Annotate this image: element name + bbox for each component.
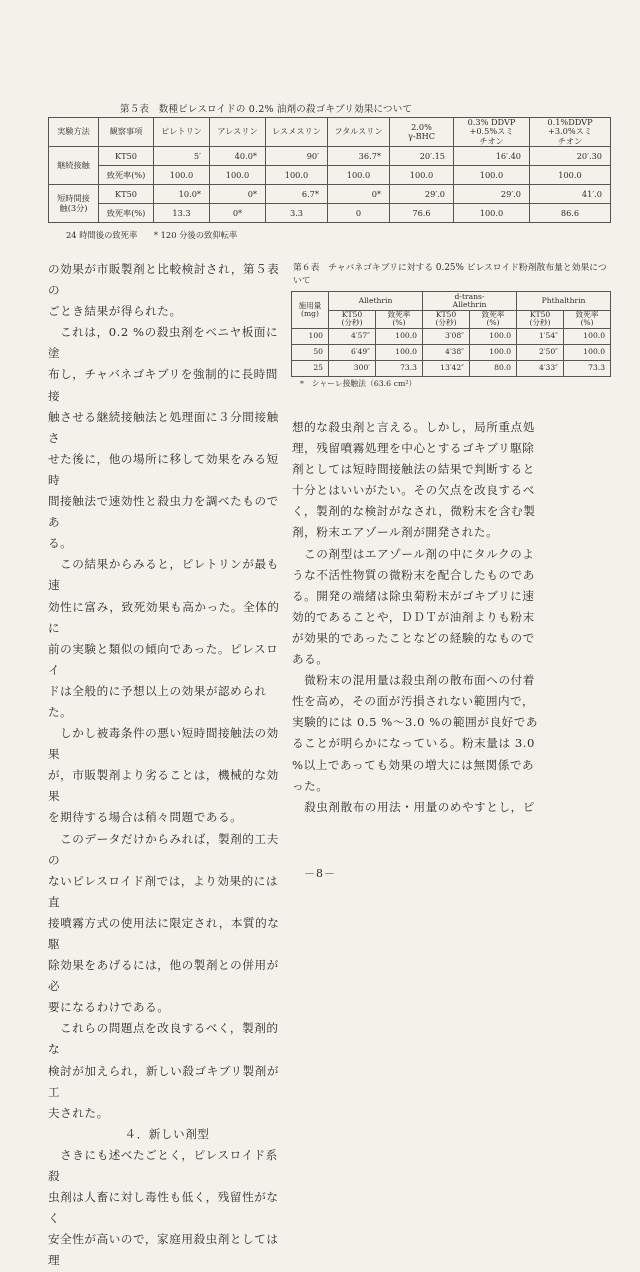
table6-subheader: 致死率 (%) [470,311,517,329]
table6-dose-header: 施用量 (mg) [292,292,329,329]
body-line: 微粉末の混用量は殺虫剤の散布面への付着 [292,673,535,688]
table6-value-cell: 73.3 [564,360,611,376]
table5-value-cell: 10.0* [154,185,210,204]
body-line: 効的であることや，ＤＤＴが油剤よりも粉末 [292,609,535,624]
table5-value-cell: 16′.40 [454,147,530,166]
body-line: ドは全般的に予想以上の効果が認められた。 [48,683,267,719]
body-line: さきにも述べたごとく，ピレスロイド系殺 [48,1147,278,1184]
table5-value-cell: 100.0 [390,166,454,185]
table6-value-cell: 100.0 [376,328,423,344]
body-line: 実験的には 0.5 %〜3.0 %の範囲が良好であ [292,715,539,730]
table5-value-cell: 0* [328,185,390,204]
table5-value-cell: 86.6 [530,204,611,223]
table-row [292,360,611,376]
body-line: 性を高め，その面が汚損されない範囲内で， [292,694,535,709]
table6-subheader: KT50 (分秒) [517,311,564,329]
right-column [292,417,612,818]
table5-value-cell: 13.3 [154,204,210,223]
table-row [49,147,611,166]
body-line: せた後に，他の場所に移して効果をみる短時 [48,451,279,487]
table-row [49,166,611,185]
table6-subheader: 致死率 (%) [376,311,423,329]
table6-dose-cell: 100 [292,328,329,344]
table5-value-cell: 100.0 [154,166,210,185]
table6-value-cell: 13′42″ [423,360,470,376]
body-line: これらの問題点を改良するべく，製剤的な [48,1021,279,1057]
table5-value-cell: 20′.15 [390,147,454,166]
body-line: の効果が市販製剤と比較検討され，第５表の [48,262,280,298]
table-row [292,344,611,360]
table6-caption: 第６表 チャバネゴキブリに対する 0.25% ピレスロイド粉剤散布量と効果について [293,263,607,286]
table5-header: フタルスリン [328,118,390,147]
table5-value-cell: 5′ [154,147,210,166]
table5-value-cell: 3.3 [266,204,328,223]
table5-value-cell: 29′.0 [454,185,530,204]
table5-value-cell: 100.0 [328,166,390,185]
body-line: 剤，粉末エアゾール剤が開発された。 [292,525,499,540]
table6-subheader: KT50 (分秒) [423,311,470,329]
body-line: %以上であっても効果の増大には無関係であ [292,757,535,772]
body-line: 理，残留噴霧処理を中心とするゴキブリ駆除 [292,441,535,456]
body-line: 虫剤は人畜に対し毒性も低く，残留性がなく [48,1190,279,1226]
body-line: が効果的であったことなどの経験的なもので [292,630,535,645]
table5-header: 0.3% DDVP +0.5%スミ チオン [454,118,530,147]
table-row [49,185,611,204]
body-line: 検討が加えられ，新しい殺ゴキブリ製剤が工 [48,1063,279,1099]
table5-method-cell: 短時間接 触(3分) [49,185,99,223]
body-line: ることが明らかになっている。粉末量は 3.0 [292,736,535,751]
table5-value-cell: 76.6 [390,204,454,223]
body-line: く，製剤的な検討がなされ，微粉末を含む製 [292,504,536,519]
body-line: 夫された。 [48,1105,109,1120]
table5-caption: 第５表 数種ピレスロイドの 0.2% 油剤の殺ゴキブリ効果について [120,104,413,115]
table5-value-cell: 40.0* [210,147,266,166]
table5-value-cell: 100.0 [266,166,328,185]
body-line: 剤としては短時間接触法の結果で判断すると [292,462,535,477]
body-line: 触させる継続接触法と処理面に３分間接触さ [48,409,279,445]
table6-group-row [292,292,611,311]
table6-value-cell: 100.0 [470,344,517,360]
body-line: 前の実験と類似の傾向であった。ピレスロイ [48,641,279,677]
table5-value-cell: 6.7* [266,185,328,204]
table6-value-cell: 4′57″ [329,328,376,344]
body-line: 間接触法で速効性と殺虫力を調べたものであ [48,494,279,530]
table6-dose-cell: 50 [292,344,329,360]
body-line: を期待する場合は稍々問題である。 [48,810,243,825]
table5-header: 実験方法 [49,118,99,147]
table6-subheader-row [292,311,611,329]
body-line: これは，0.2 %の殺虫剤をベニヤ板面に塗 [48,325,279,361]
table6 [291,291,611,377]
left-column [48,259,286,1272]
body-line: しかし被毒条件の悪い短時間接触法の効果 [48,726,279,762]
table6-value-cell: 100.0 [564,344,611,360]
body-line: が，市販製剤より劣ることは，機械的な効果 [48,768,279,804]
table6-value-cell: 100.0 [470,328,517,344]
table6-value-cell: 4′33″ [517,360,564,376]
table5-value-cell: 100.0 [530,166,611,185]
table6-subheader: 致死率 (%) [564,311,611,329]
body-line: る。開発の端緒は除虫菊粉末がゴキブリに速 [292,588,535,603]
table5-value-cell: 0 [328,204,390,223]
table6-value-cell: 100.0 [564,328,611,344]
table6-value-cell: 73.3 [376,360,423,376]
body-line: この剤型はエアゾール剤の中にタルクのよ [292,546,535,561]
body-line: 殺虫剤散布の用法・用量のめやすとし，ピ [292,799,535,814]
page-number: －8－ [304,867,336,880]
table5-value-cell: 20′.30 [530,147,611,166]
table6-group-header: Phthalthrin [517,292,611,311]
table5-value-cell: 100.0 [210,166,266,185]
table-row [49,204,611,223]
table5-header: 2.0% γ-BHC [390,118,454,147]
table5-value-cell: 100.0 [454,166,530,185]
table5-header: ピレトリン [154,118,210,147]
table5-value-cell: 100.0 [454,204,530,223]
body-line: 想的な殺虫剤と言える。しかし，局所重点処 [292,420,535,434]
table5-value-cell: 36.7* [328,147,390,166]
table5-footnote: 24 時間後の致死率 * 120 分後の致仰転率 [66,230,238,240]
table6-value-cell: 3′08″ [423,328,470,344]
body-line: った。 [292,778,329,793]
table5-header: レスメスリン [266,118,328,147]
body-line: うな不活性物質の微粉末を配合したものであ [292,567,535,582]
table5-header: 観察事項 [99,118,154,147]
table6-value-cell: 100.0 [376,344,423,360]
body-line: この結果からみると，ピレトリンが最も速 [48,557,279,593]
table5-method-cell: 継続接触 [49,147,99,185]
body-line: る。 [48,536,73,551]
table5 [48,117,611,223]
table5-header-row [49,118,611,147]
table6-group-header: Allethrin [329,292,423,311]
table5-item-cell: 致死率(%) [99,166,154,185]
table5-item-cell: KT50 [99,185,154,204]
table-row [292,328,611,344]
table6-footnote: * シャーレ接触法（63.6 cm²） [300,379,417,388]
body-line: 安全性が高いので，家庭用殺虫剤としては理 [48,1232,279,1268]
table5-header: 0.1%DDVP +3.0%スミ チオン [530,118,611,147]
body-line: 接噴霧方式の使用法に限定され，本質的な駆 [48,915,280,951]
table6-value-cell: 2′50″ [517,344,564,360]
body-line: 布し，チャバネゴキブリを強制的に長時間接 [48,367,278,403]
table5-value-cell: 41′.0 [530,185,611,204]
table5-header: アレスリン [210,118,266,147]
table5-value-cell: 0* [210,185,266,204]
table5-value-cell: 0* [210,204,266,223]
table6-subheader: KT50 (分秒) [329,311,376,329]
table5-value-cell: 90′ [266,147,328,166]
body-line: 要になるわけである。 [48,1000,170,1015]
body-line: 効性に富み，致死効果も高かった。全体的に [48,599,280,635]
table6-value-cell: 80.0 [470,360,517,376]
body-line: ある。 [292,652,329,667]
table6-value-cell: 300′ [329,360,376,376]
table6-dose-cell: 25 [292,360,329,376]
table5-item-cell: KT50 [99,147,154,166]
body-line: ないピレスロイド剤では，より効果的には直 [48,873,279,909]
section-heading: ４．新しい剤型 [124,1126,210,1141]
table5-item-cell: 致死率(%) [99,204,154,223]
body-line: ごとき結果が得られた。 [48,304,182,319]
body-line: 除効果をあげるには，他の製剤との併用が必 [48,958,279,994]
body-line: 十分とはいいがたい。その欠点を改良するべ [292,483,535,498]
table5-value-cell: 29′.0 [390,185,454,204]
table6-value-cell: 1′54″ [517,328,564,344]
table6-value-cell: 6′49″ [329,344,376,360]
table6-group-header: d-trans- Allethrin [423,292,517,311]
body-line: このデータだけからみれば，製剤的工夫の [48,831,279,867]
table6-value-cell: 4′38″ [423,344,470,360]
